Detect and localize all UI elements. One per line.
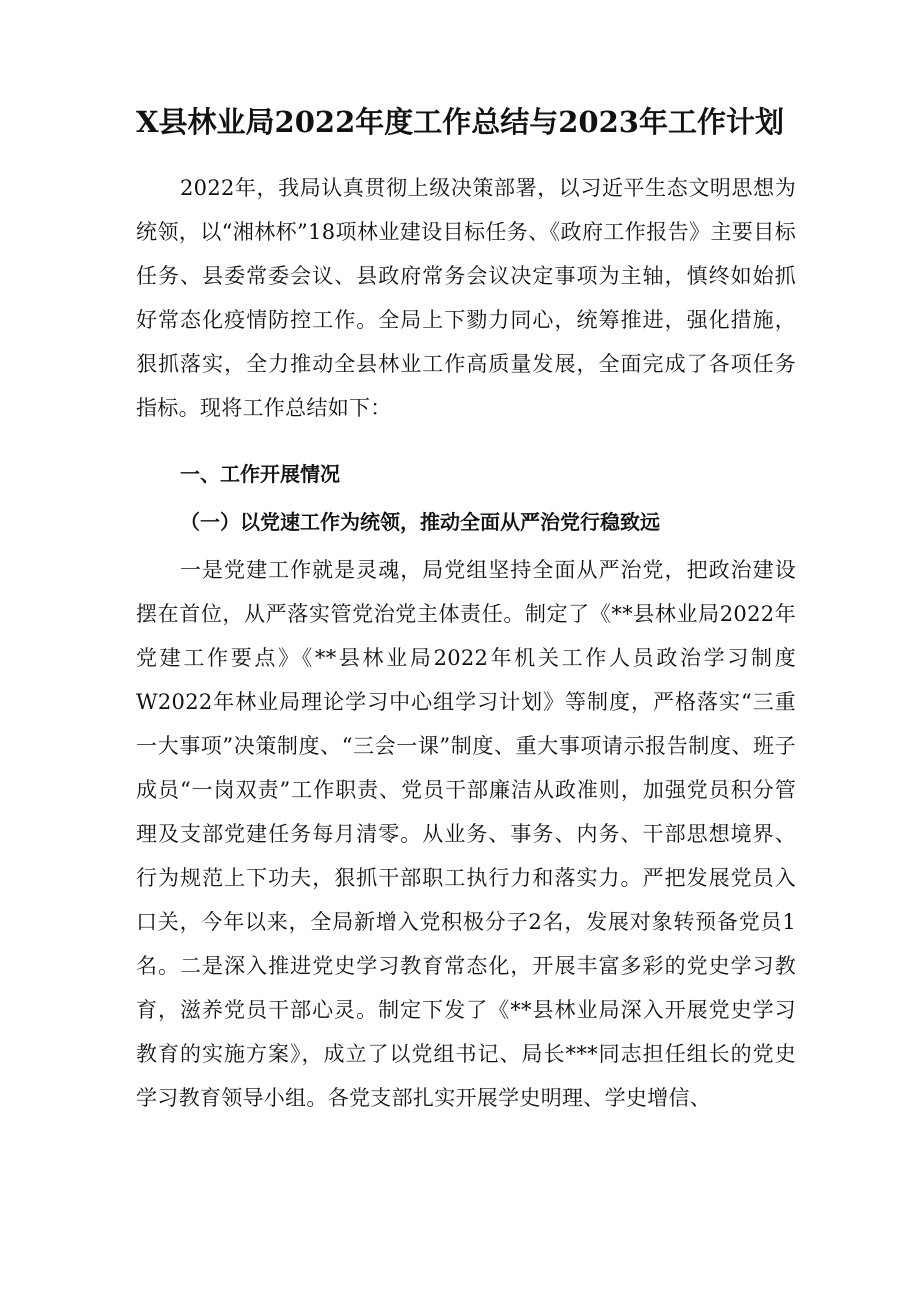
body-paragraph: 一是党建工作就是灵魂，局党组坚持全面从严治党，把政治建设摆在首位，从严落实管党治党主体责任。制定了《**县林业局2022年党建工作要点》《**县林业局2022年机关工作人员政治学习制度W2022年林业局理论学习中心组学习计划》等制度，严格落实“三重一大事项”决策制度、“三会一课”制度、重大事项请示报告制度、班子成员“一岗双责”工作职责、党员干部廉洁从政准则，加强党员积分管理及支部党建任务每月清零。从业务、事务、内务、干部思想境界、行为规范上下功夫，狠抓干部职工执行力和落实力。严把发展党员入口关，今年以来，全局新增入党积极分子2名，发展对象转预备党员1名。二是深入推进党史学习教育常态化，开展丰富多彩的党史学习教育，滋养党员干部心灵。制定下发了《**县林业局深入开展党史学习教育的实施方案》，成立了以党组书记、局长***同志担任组长的党史学习教育领导小组。各党支部扎实开展学史明理、学史增信、 [136, 558, 796, 1110]
intro-paragraph: 2022年，我局认真贯彻上级决策部署，以习近平生态文明思想为统领，以“湘林杯”18项林业建设目标任务、《政府工作报告》主要目标任务、县委常委会议、县政府常务会议决定事项为主轴，慎终如始抓好常态化疫情防控工作。全局上下勠力同心，统筹推进，强化措施，狠抓落实，全力推动全县林业工作高质量发展，全面完成了各项任务指标。现将工作总结如下： [136, 176, 796, 420]
document-title: X县林业局2022年度工作总结与2023年工作计划 [136, 105, 784, 139]
subsection-heading: （一）以党速工作为统领，推动全面从严治党行稳致远 [180, 510, 660, 534]
section-heading: 一、工作开展情况 [180, 462, 340, 486]
